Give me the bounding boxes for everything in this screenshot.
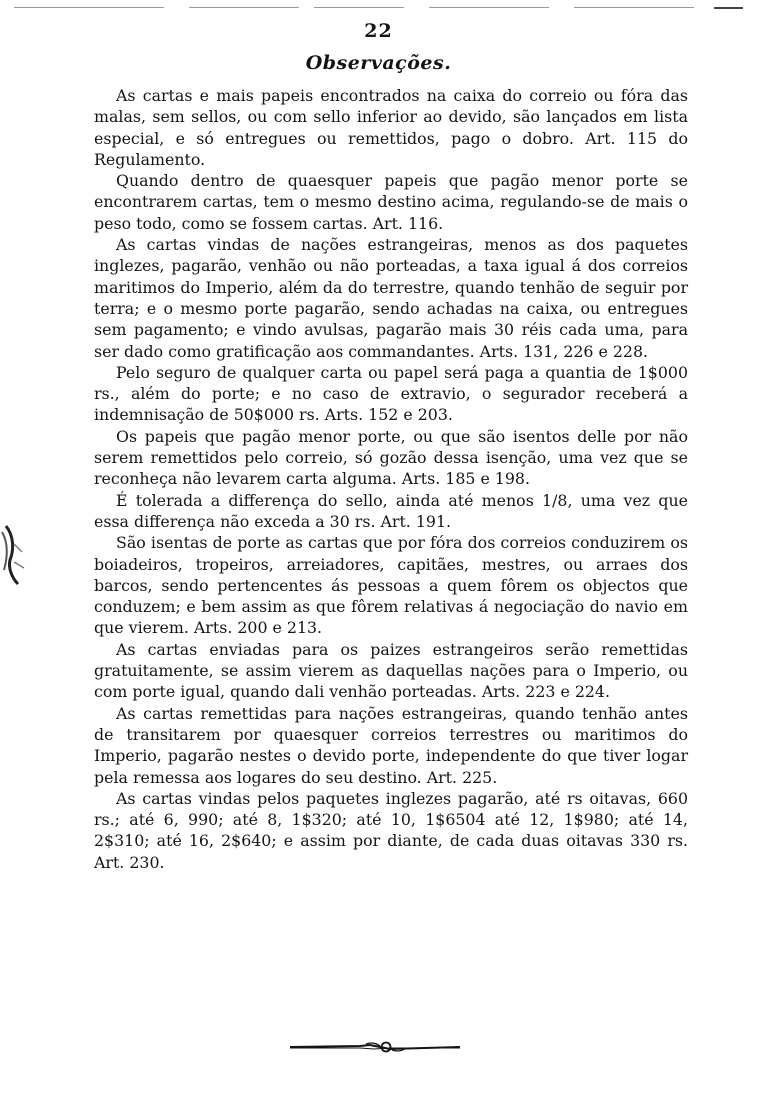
body-text xyxy=(94,85,688,873)
paragraph-letters-inside-papers: Quando dentro de quaesquer papeis que pagão menor porte se encontrarem cartas, tem o mesmo destino acima, regulando-se de mais o peso todo, como se fossem cartas. Art. 116. xyxy=(94,171,688,233)
section-title: Observações. xyxy=(305,52,452,74)
paragraph-english-packets: As cartas vindas pelos paquetes inglezes pagarão, até rs oitavas, 660 rs.; até 6, 990; até 8, 1$320; até 10, 1$6504 até 12, 1$980; até 14, 2$310; até 16, 2$640; e assim por diante, de cada duas oitavas 330 rs. Art. 230. xyxy=(94,788,688,872)
paragraph-letters-abroad: As cartas enviadas para os paizes estrangeiros serão remettidas gratuitamente, se assim vierem as daquellas nações para o Imperio, ou com porte igual, quando dali venhão porteadas. Arts. 223 e 224. xyxy=(94,639,688,702)
paragraph-exempt-letters: São isentas de porte as cartas que por fóra dos correios conduzirem os boiadeiros, tropeiros, arreiadores, capitães, mestres, ou arraes dos barcos, sendo pertencentes ás pessoas a quem fôrem os objectos que conduzem; e bem assim as que fôrem relativas á negociação do navio em que vierem. Arts. 200 e 213. xyxy=(94,533,688,638)
paragraph-undelivered-letters: As cartas e mais papeis encontrados na caixa do correio ou fóra das malas, sem sellos, ou com sello inferior ao devido, são lançados em lista especial, e só entregues ou remettidos, pago o dobro. Art. 115 do Regulamento. xyxy=(94,86,688,169)
top-rule xyxy=(14,4,743,10)
tail-piece-ornament xyxy=(290,1040,460,1054)
paragraph-stamp-tolerance: É tolerada a differença do sello, ainda até menos 1/8, uma vez que essa differença não exceda a 30 rs. Art. 191. xyxy=(94,490,688,531)
binding-shadow-mark xyxy=(0,522,26,588)
paragraph-exempt-papers: Os papeis que pagão menor porte, ou que são isentos delle por não serem remettidos pelo correio, só gozão dessa isenção, uma vez que se reconheça não levarem carta alguma. Arts. 185 e 198. xyxy=(94,426,688,489)
paragraph-insurance: Pelo seguro de qualquer carta ou papel será paga a quantia de 1$000 rs., além do porte; e no caso de extravio, o segurador receberá a indemnisação de 50$000 rs. Arts. 152 e 203. xyxy=(94,362,688,425)
paragraph-foreign-letters: As cartas vindas de nações estrangeiras, menos as dos paquetes inglezes, pagarão, venhão ou não porteadas, a taxa igual á dos correios maritimos do Imperio, além da do terrestre, quando tenhão de seguir por terra; e o mesmo porte pagarão, sendo achadas na caixa, ou entregues sem pagamento; e vindo avulsas, pagarão mais 30 réis cada uma, para ser dado como gratificação aos commandantes. Arts. 131, 226 e 228. xyxy=(94,235,688,361)
paragraph-transit-letters: As cartas remettidas para nações estrangeiras, quando tenhão antes de transitarem por quaesquer correios terrestres ou maritimos do Imperio, pagarão nestes o devido porte, independente do que tiver logar pela remessa aos logares do seu destino. Art. 225. xyxy=(94,703,688,787)
page-number: 22 xyxy=(364,20,393,42)
